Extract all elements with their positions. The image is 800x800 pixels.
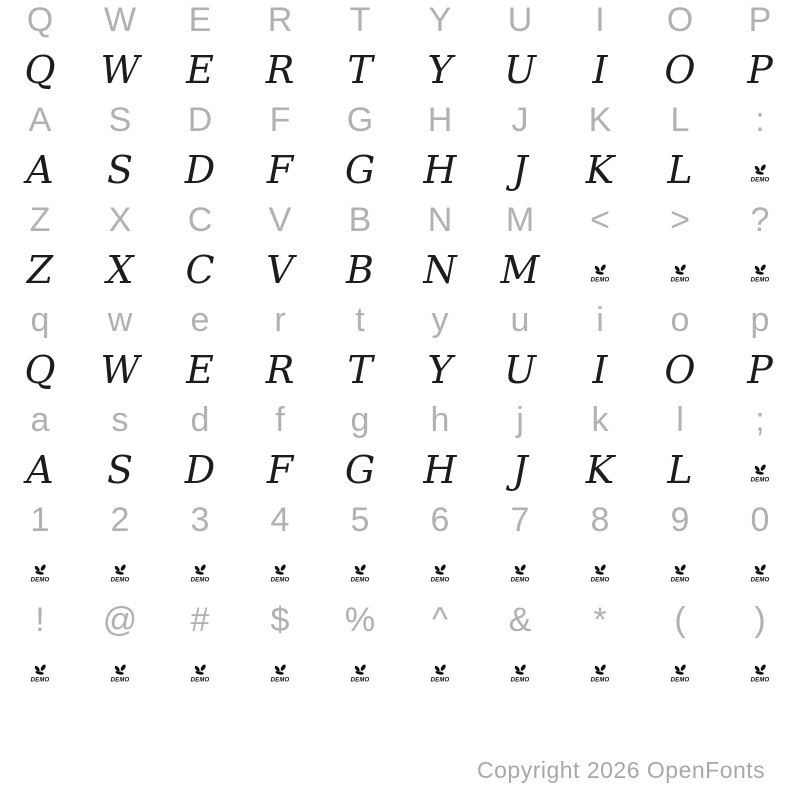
reference-row: [0, 600, 800, 640]
demo-placeholder-cell: [80, 551, 160, 589]
reference-char: P: [748, 1, 772, 39]
reference-char: J: [511, 101, 529, 139]
specimen-glyph: T: [347, 348, 373, 392]
specimen-glyph: U: [503, 348, 537, 392]
demo-label: DEMO: [510, 577, 530, 583]
demo-placeholder-cell: [480, 651, 560, 689]
specimen-glyph: S: [106, 148, 134, 192]
three-teardrop-fleuron-icon: [747, 664, 773, 683]
specimen-glyph: O: [664, 48, 696, 92]
specimen-glyph: K: [585, 448, 615, 492]
three-teardrop-fleuron-icon: [27, 564, 53, 583]
three-teardrop-fleuron-icon: [27, 664, 53, 683]
demo-label: DEMO: [350, 577, 370, 583]
copyright-text: Copyright 2026 OpenFonts: [477, 757, 766, 783]
reference-char: s: [111, 401, 129, 439]
reference-char: ;: [755, 401, 765, 439]
reference-char: 1: [30, 501, 50, 539]
specimen-glyph: W: [100, 348, 140, 392]
three-teardrop-fleuron-icon: [267, 664, 293, 683]
three-teardrop-fleuron-icon: [507, 664, 533, 683]
reference-char: 9: [670, 501, 690, 539]
reference-char: 3: [190, 501, 210, 539]
demo-label: DEMO: [350, 677, 370, 683]
demo-placeholder-cell: [160, 651, 240, 689]
demo-placeholder-cell: [560, 651, 640, 689]
three-teardrop-fleuron-icon: [187, 664, 213, 683]
specimen-glyph: B: [346, 248, 374, 292]
demo-placeholder-glyph: [427, 564, 453, 583]
reference-row: [0, 200, 800, 240]
demo-label: DEMO: [750, 477, 770, 483]
demo-label: DEMO: [30, 677, 50, 683]
specimen-glyph: W: [100, 48, 140, 92]
reference-char: <: [590, 201, 610, 239]
demo-placeholder-cell: [400, 651, 480, 689]
reference-char: $: [270, 601, 290, 639]
reference-char: M: [505, 201, 535, 239]
reference-char: o: [670, 301, 690, 339]
reference-row: [0, 300, 800, 340]
demo-placeholder-glyph: [187, 664, 213, 683]
demo-placeholder-glyph: [587, 264, 613, 283]
demo-label: DEMO: [270, 677, 290, 683]
demo-label: DEMO: [670, 277, 690, 283]
demo-placeholder-glyph: [747, 564, 773, 583]
specimen-glyph: F: [266, 148, 294, 192]
specimen-glyph: C: [185, 248, 215, 292]
demo-placeholder-glyph: [267, 664, 293, 683]
reference-char: 8: [590, 501, 610, 539]
reference-char: E: [188, 1, 212, 39]
demo-label: DEMO: [190, 677, 210, 683]
three-teardrop-fleuron-icon: [667, 664, 693, 683]
demo-label: DEMO: [590, 277, 610, 283]
specimen-glyph: U: [503, 48, 537, 92]
specimen-row: [0, 240, 800, 300]
reference-char: i: [596, 301, 604, 339]
reference-char: G: [346, 101, 374, 139]
demo-placeholder-glyph: [747, 464, 773, 483]
reference-char: O: [666, 1, 694, 39]
reference-char: w: [107, 301, 133, 339]
demo-placeholder-glyph: [27, 564, 53, 583]
demo-placeholder-cell: [240, 551, 320, 589]
three-teardrop-fleuron-icon: [187, 564, 213, 583]
demo-placeholder-cell: [720, 251, 800, 289]
reference-char: 4: [270, 501, 290, 539]
demo-placeholder-cell: [320, 551, 400, 589]
specimen-glyph: T: [347, 48, 373, 92]
reference-row: [0, 0, 800, 40]
specimen-row: [0, 40, 800, 100]
specimen-glyph: H: [423, 148, 457, 192]
reference-char: B: [348, 201, 372, 239]
demo-label: DEMO: [590, 677, 610, 683]
demo-placeholder-cell: [560, 551, 640, 589]
reference-char: 2: [110, 501, 130, 539]
demo-placeholder-glyph: [507, 564, 533, 583]
demo-label: DEMO: [750, 277, 770, 283]
demo-placeholder-glyph: [347, 664, 373, 683]
demo-label: DEMO: [670, 577, 690, 583]
reference-char: (: [674, 601, 686, 639]
reference-char: N: [427, 201, 453, 239]
reference-char: H: [427, 101, 453, 139]
demo-placeholder-glyph: [667, 264, 693, 283]
demo-label: DEMO: [110, 577, 130, 583]
reference-char: :: [755, 101, 765, 139]
demo-label: DEMO: [750, 677, 770, 683]
three-teardrop-fleuron-icon: [507, 564, 533, 583]
reference-char: u: [510, 301, 530, 339]
three-teardrop-fleuron-icon: [747, 564, 773, 583]
specimen-glyph: H: [423, 448, 457, 492]
demo-placeholder-cell: [80, 651, 160, 689]
demo-label: DEMO: [510, 677, 530, 683]
demo-label: DEMO: [430, 577, 450, 583]
specimen-row: [0, 440, 800, 500]
specimen-glyph: A: [26, 148, 54, 192]
reference-row: [0, 100, 800, 140]
specimen-row: [0, 540, 800, 600]
reference-char: K: [588, 101, 612, 139]
reference-char: @: [102, 601, 138, 639]
specimen-glyph: V: [266, 248, 294, 292]
reference-char: g: [350, 401, 370, 439]
reference-char: t: [355, 301, 365, 339]
reference-char: Q: [26, 1, 54, 39]
demo-placeholder-cell: [400, 551, 480, 589]
specimen-glyph: L: [667, 148, 693, 192]
demo-label: DEMO: [30, 577, 50, 583]
demo-placeholder-cell: [720, 151, 800, 189]
specimen-glyph: P: [747, 348, 773, 392]
demo-placeholder-cell: [640, 651, 720, 689]
demo-placeholder-cell: [640, 551, 720, 589]
demo-placeholder-glyph: [587, 664, 613, 683]
reference-char: f: [275, 401, 285, 439]
demo-placeholder-glyph: [187, 564, 213, 583]
specimen-glyph: Q: [24, 348, 56, 392]
reference-char: ): [754, 601, 766, 639]
reference-char: 6: [430, 501, 450, 539]
demo-placeholder-cell: [0, 651, 80, 689]
specimen-glyph: Z: [26, 248, 54, 292]
reference-char: X: [108, 201, 132, 239]
three-teardrop-fleuron-icon: [667, 564, 693, 583]
three-teardrop-fleuron-icon: [747, 264, 773, 283]
specimen-glyph: X: [106, 248, 134, 292]
reference-char: 0: [750, 501, 770, 539]
specimen-glyph: Y: [427, 348, 453, 392]
specimen-glyph: E: [186, 348, 214, 392]
reference-char: ^: [432, 601, 448, 639]
reference-char: V: [268, 201, 292, 239]
demo-label: DEMO: [430, 677, 450, 683]
demo-placeholder-glyph: [667, 664, 693, 683]
specimen-glyph: E: [186, 48, 214, 92]
demo-placeholder-glyph: [107, 664, 133, 683]
reference-char: I: [595, 1, 605, 39]
specimen-glyph: M: [500, 248, 540, 292]
demo-placeholder-cell: [0, 551, 80, 589]
three-teardrop-fleuron-icon: [347, 664, 373, 683]
demo-label: DEMO: [750, 577, 770, 583]
reference-char: Y: [428, 1, 452, 39]
reference-char: d: [190, 401, 210, 439]
three-teardrop-fleuron-icon: [747, 164, 773, 183]
specimen-glyph: D: [184, 148, 216, 192]
three-teardrop-fleuron-icon: [427, 664, 453, 683]
specimen-glyph: G: [344, 448, 376, 492]
specimen-glyph: L: [667, 448, 693, 492]
demo-placeholder-glyph: [747, 264, 773, 283]
reference-char: >: [670, 201, 690, 239]
demo-label: DEMO: [270, 577, 290, 583]
reference-char: C: [187, 201, 213, 239]
specimen-glyph: S: [106, 448, 134, 492]
demo-label: DEMO: [190, 577, 210, 583]
reference-char: a: [30, 401, 50, 439]
demo-placeholder-glyph: [667, 564, 693, 583]
reference-char: 5: [350, 501, 370, 539]
reference-char: e: [190, 301, 210, 339]
reference-char: Z: [29, 201, 51, 239]
specimen-glyph: G: [344, 148, 376, 192]
reference-char: U: [507, 1, 533, 39]
three-teardrop-fleuron-icon: [347, 564, 373, 583]
reference-char: S: [108, 101, 132, 139]
reference-row: [0, 500, 800, 540]
specimen-glyph: J: [512, 148, 528, 192]
demo-label: DEMO: [670, 677, 690, 683]
reference-row: [0, 400, 800, 440]
specimen-glyph: A: [26, 448, 54, 492]
specimen-glyph: I: [592, 348, 608, 392]
demo-placeholder-glyph: [427, 664, 453, 683]
demo-placeholder-cell: [720, 651, 800, 689]
reference-char: j: [516, 401, 524, 439]
specimen-glyph: Y: [427, 48, 453, 92]
specimen-glyph: F: [266, 448, 294, 492]
demo-placeholder-glyph: [747, 164, 773, 183]
three-teardrop-fleuron-icon: [747, 464, 773, 483]
demo-placeholder-glyph: [107, 564, 133, 583]
reference-char: &: [508, 601, 532, 639]
demo-placeholder-cell: [560, 251, 640, 289]
specimen-glyph: O: [664, 348, 696, 392]
demo-label: DEMO: [750, 177, 770, 183]
demo-placeholder-glyph: [587, 564, 613, 583]
reference-char: p: [750, 301, 770, 339]
demo-placeholder-cell: [160, 551, 240, 589]
reference-char: L: [670, 101, 690, 139]
demo-placeholder-cell: [720, 551, 800, 589]
three-teardrop-fleuron-icon: [267, 564, 293, 583]
specimen-glyph: J: [512, 448, 528, 492]
specimen-glyph: R: [265, 48, 295, 92]
reference-char: W: [103, 1, 137, 39]
demo-placeholder-cell: [640, 251, 720, 289]
demo-placeholder-cell: [320, 651, 400, 689]
three-teardrop-fleuron-icon: [587, 664, 613, 683]
three-teardrop-fleuron-icon: [667, 264, 693, 283]
reference-char: k: [591, 401, 609, 439]
reference-char: q: [30, 301, 50, 339]
reference-char: %: [344, 601, 376, 639]
reference-char: #: [190, 601, 210, 639]
reference-char: 7: [510, 501, 530, 539]
specimen-glyph: K: [585, 148, 615, 192]
specimen-row: [0, 340, 800, 400]
specimen-glyph: D: [184, 448, 216, 492]
specimen-glyph: P: [747, 48, 773, 92]
demo-label: DEMO: [590, 577, 610, 583]
reference-char: !: [35, 601, 45, 639]
demo-placeholder-cell: [240, 651, 320, 689]
reference-char: h: [430, 401, 450, 439]
demo-placeholder-glyph: [27, 664, 53, 683]
specimen-glyph: I: [592, 48, 608, 92]
specimen-glyph: Q: [24, 48, 56, 92]
reference-char: F: [269, 101, 291, 139]
specimen-glyph: R: [265, 348, 295, 392]
demo-placeholder-glyph: [267, 564, 293, 583]
reference-char: y: [431, 301, 449, 339]
reference-char: T: [349, 1, 371, 39]
demo-placeholder-glyph: [747, 664, 773, 683]
reference-char: r: [274, 301, 286, 339]
demo-label: DEMO: [110, 677, 130, 683]
reference-char: R: [267, 1, 293, 39]
reference-char: ?: [750, 201, 770, 239]
demo-placeholder-cell: [720, 451, 800, 489]
reference-char: l: [676, 401, 684, 439]
three-teardrop-fleuron-icon: [107, 664, 133, 683]
three-teardrop-fleuron-icon: [107, 564, 133, 583]
demo-placeholder-cell: [480, 551, 560, 589]
three-teardrop-fleuron-icon: [587, 564, 613, 583]
demo-placeholder-glyph: [507, 664, 533, 683]
demo-placeholder-glyph: [347, 564, 373, 583]
reference-char: *: [593, 601, 607, 639]
three-teardrop-fleuron-icon: [427, 564, 453, 583]
three-teardrop-fleuron-icon: [587, 264, 613, 283]
specimen-row: [0, 640, 800, 700]
reference-char: D: [187, 101, 213, 139]
specimen-glyph: N: [423, 248, 457, 292]
reference-char: A: [28, 101, 52, 139]
specimen-row: [0, 140, 800, 200]
